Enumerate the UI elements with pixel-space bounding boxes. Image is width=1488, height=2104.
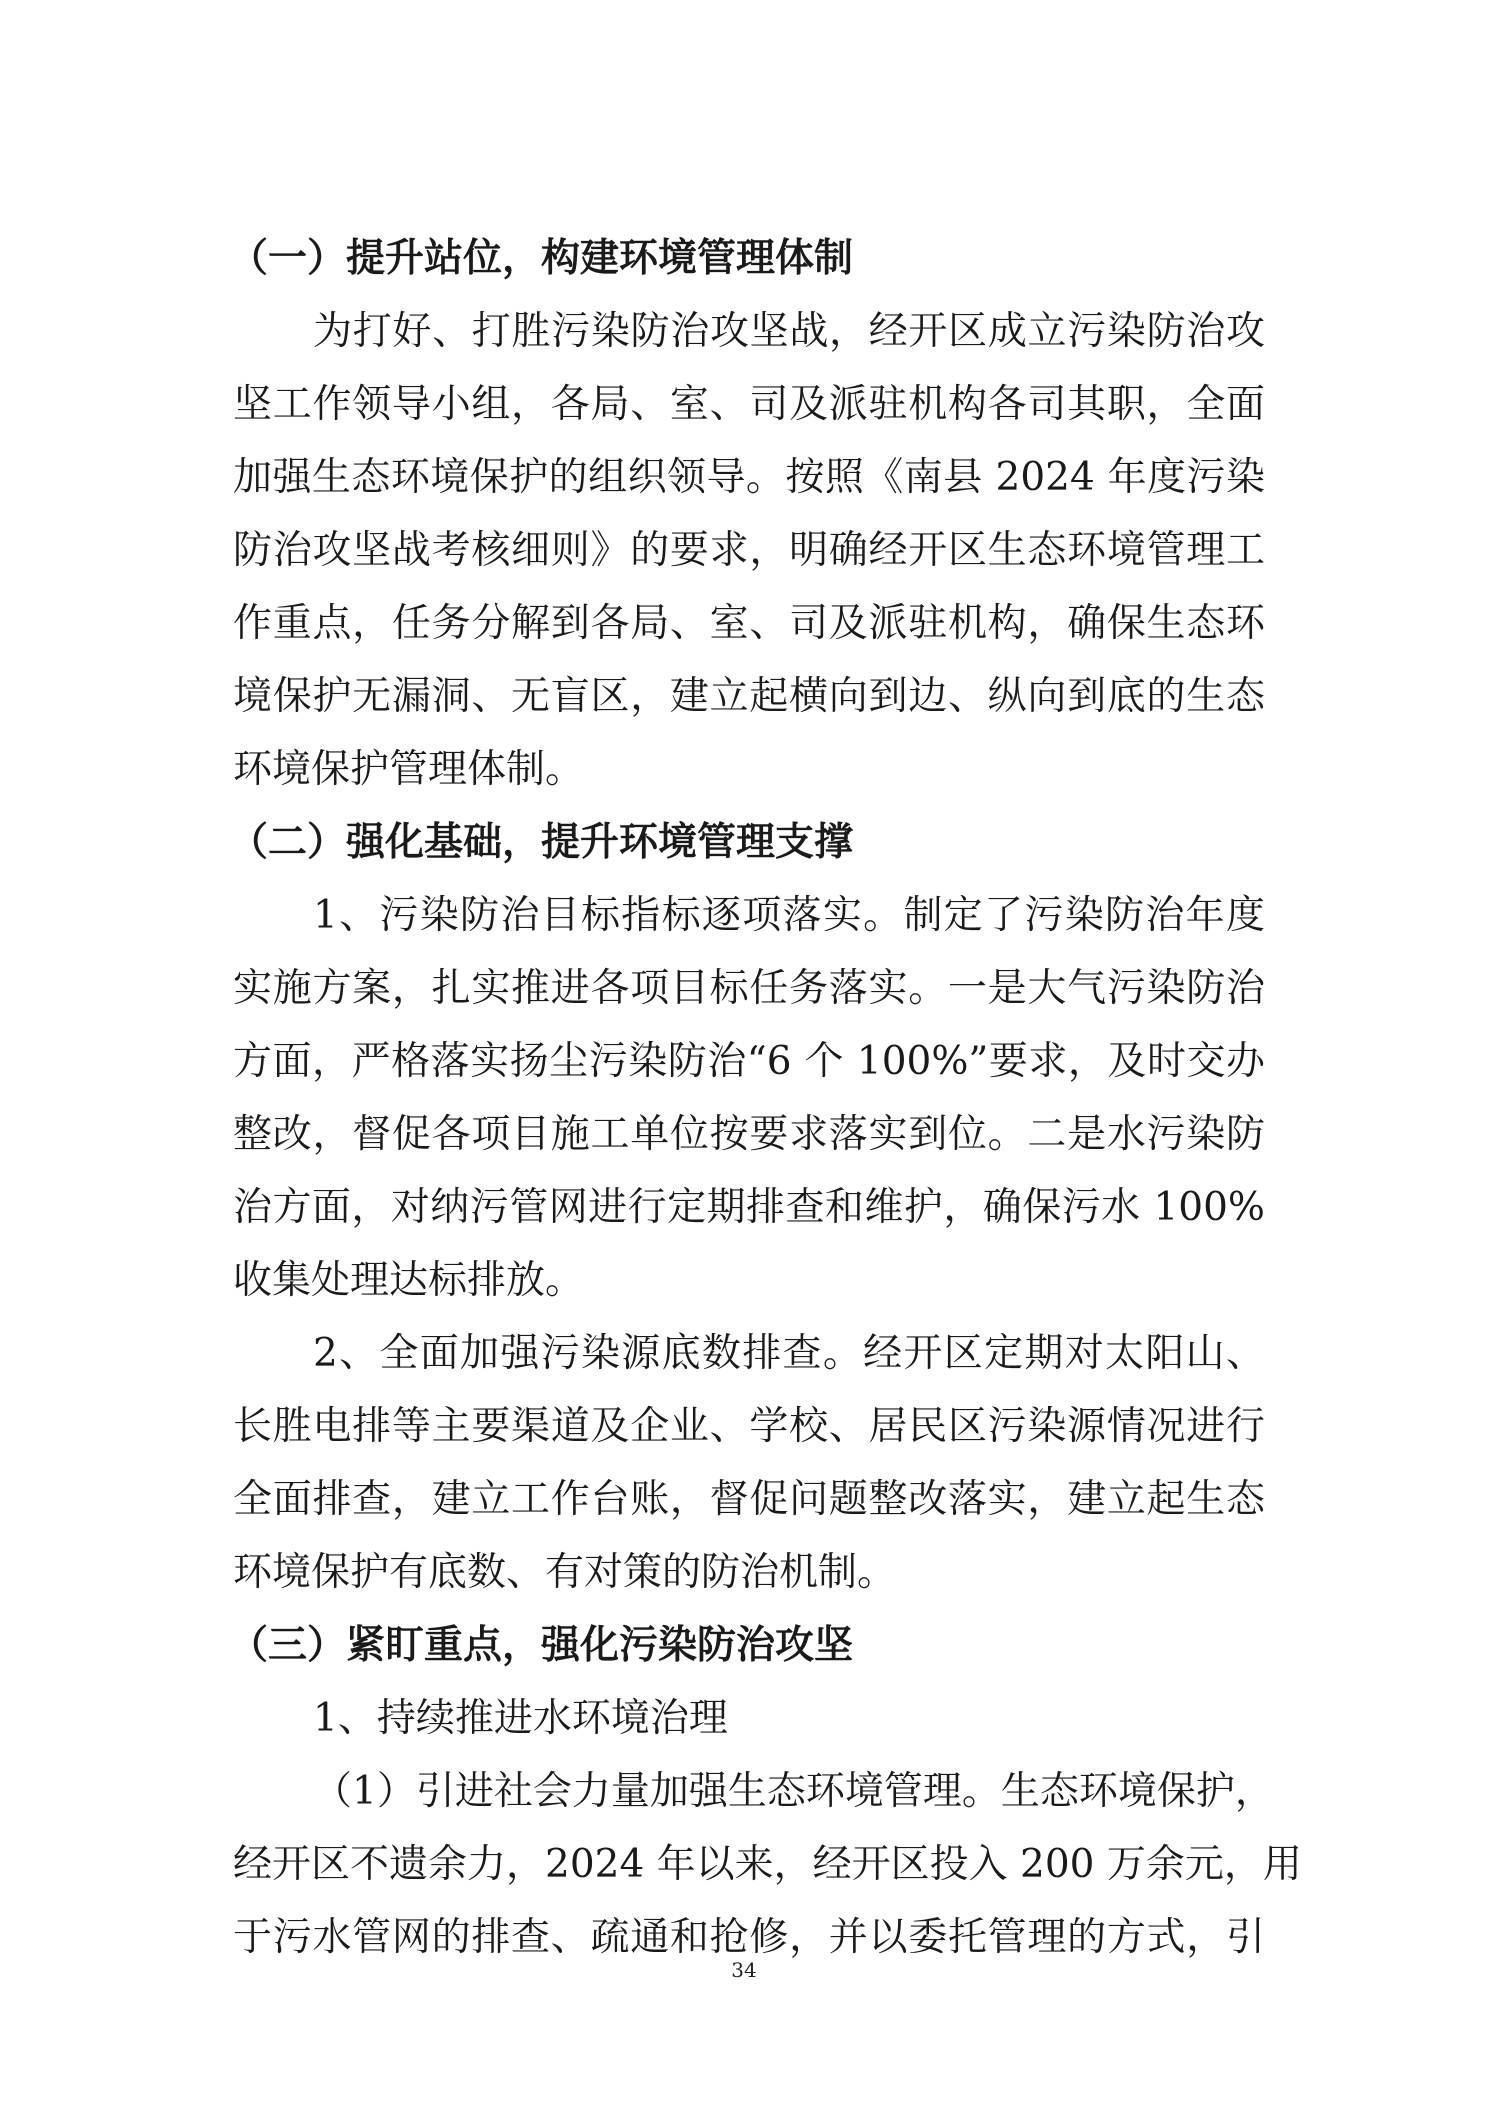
paragraph-line: 经开区不遗余力，2024 年以来，经开区投入 200 万余元，用 [233,1842,1302,1887]
section-heading-1: （一）提升站位，构建环境管理体制 [229,236,854,281]
section-heading-3: （三）紧盯重点，强化污染防治攻坚 [229,1623,854,1668]
paragraph-line: 加强生态环境保护的组织领导。按照《南县 2024 年度污染 [233,455,1265,500]
paragraph-line: 1、污染防治目标指标逐项落实。制定了污染防治年度 [313,893,1265,938]
paragraph-line: 环境保护有底数、有对策的防治机制。 [233,1550,897,1595]
paragraph-line: 作重点，任务分解到各局、室、司及派驻机构，确保生态环 [233,601,1265,646]
paragraph-line: 防治攻坚战考核细则》的要求，明确经开区生态环境管理工 [233,528,1265,573]
paragraph-line: 收集处理达标排放。 [233,1258,585,1303]
paragraph-line: 实施方案，扎实推进各项目标任务落实。一是大气污染防治 [233,966,1265,1011]
paragraph-line: 坚工作领导小组，各局、室、司及派驻机构各司其职，全面 [233,382,1265,427]
document-body [229,222,1302,1974]
paragraph-line: 2、全面加强污染源底数排查。经开区定期对太阳山、 [313,1331,1265,1376]
paragraph-line: 长胜电排等主要渠道及企业、学校、居民区污染源情况进行 [233,1404,1265,1449]
paragraph-line: 治方面，对纳污管网进行定期排查和维护，确保污水 100% [233,1185,1265,1230]
paragraph-line: 全面排查，建立工作台账，督促问题整改落实，建立起生态 [233,1477,1265,1522]
paragraph-line: 方面，严格落实扬尘污染防治“6 个 100%”要求，及时交办 [233,1039,1265,1084]
paragraph-line: 境保护无漏洞、无盲区，建立起横向到边、纵向到底的生态 [233,674,1265,719]
section-heading-2: （二）强化基础，提升环境管理支撑 [229,820,854,865]
paragraph-line: 为打好、打胜污染防治攻坚战，经开区成立污染防治攻 [313,309,1265,354]
page-number: 34 [731,1958,757,1982]
paragraph-line: 整改，督促各项目施工单位按要求落实到位。二是水污染防 [233,1112,1265,1157]
paragraph-line: 于污水管网的排查、疏通和抢修，并以委托管理的方式，引 [233,1915,1265,1960]
paragraph-line: （1）引进社会力量加强生态环境管理。生态环境保护， [313,1769,1274,1814]
subheading: 1、持续推进水环境治理 [313,1696,728,1741]
paragraph-line: 环境保护管理体制。 [233,747,585,792]
